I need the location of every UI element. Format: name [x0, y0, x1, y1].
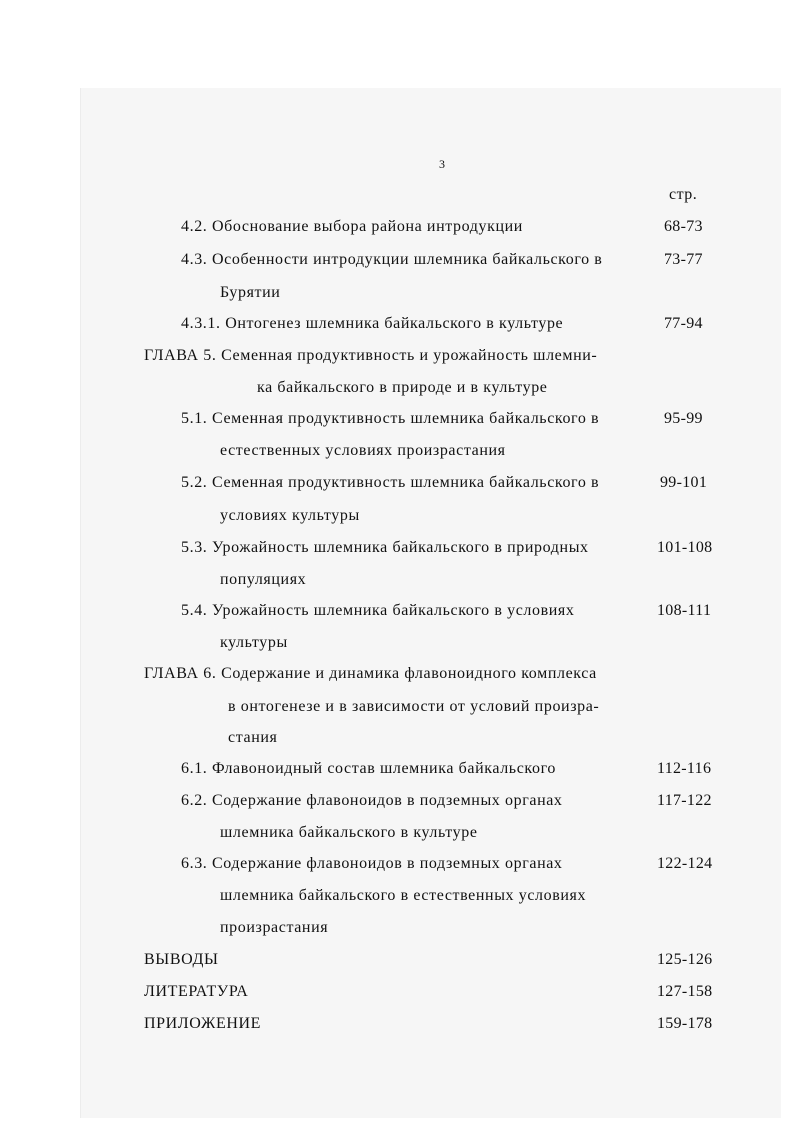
toc-entry-6-3-title: 6.3. Содержание флавоноидов в подземных органах: [181, 855, 563, 872]
toc-conclusions-pages: 125-126: [657, 951, 713, 968]
toc-entry-6-1-pages: 112-116: [657, 760, 712, 777]
toc-chapter-6-title-cont: в онтогенезе и в зависимости от условий произра-: [228, 698, 600, 715]
toc-chapter-5-title-cont: ка байкальского в природе и в культуре: [257, 379, 548, 396]
toc-chapter-5-title: ГЛАВА 5. Семенная продуктивность и урожайность шлемни-: [144, 347, 598, 364]
toc-appendix-title: ПРИЛОЖЕНИЕ: [144, 1015, 262, 1032]
toc-entry-5-1-pages: 95-99: [664, 410, 703, 427]
toc-entry-6-2-title: 6.2. Содержание флавоноидов в подземных органах: [181, 792, 563, 809]
pages-column-header: стр.: [669, 186, 698, 203]
toc-entry-5-3-pages: 101-108: [657, 539, 713, 556]
toc-entry-6-3-title-cont-2: произрастания: [220, 919, 329, 936]
toc-entry-5-4-title: 5.4. Урожайность шлемника байкальского в условиях: [181, 602, 575, 619]
toc-entry-6-3-title-cont: шлемника байкальского в естественных условиях: [220, 887, 587, 904]
toc-entry-4-2-title: 4.2. Обоснование выбора района интродукции: [181, 218, 523, 235]
toc-entry-5-3-title: 5.3. Урожайность шлемника байкальского в природных: [181, 539, 589, 556]
toc-entry-5-4-title-cont: культуры: [220, 634, 288, 651]
toc-entry-5-3-title-cont: популяциях: [220, 571, 307, 588]
toc-entry-4-2-pages: 68-73: [664, 218, 703, 235]
toc-entry-6-2-pages: 117-122: [657, 792, 712, 809]
toc-entry-4-3-pages: 73-77: [664, 251, 703, 268]
toc-chapter-6-title: ГЛАВА 6. Содержание и динамика флавоноидного комплекса: [144, 665, 597, 682]
toc-literature-title: ЛИТЕРАТУРА: [144, 983, 249, 1000]
toc-entry-4-3-title-cont: Бурятии: [220, 284, 281, 301]
toc-entry-5-1-title: 5.1. Семенная продуктивность шлемника байкальского в: [181, 410, 600, 427]
page-number: 3: [439, 157, 445, 171]
toc-entry-4-3-1-title: 4.3.1. Онтогенез шлемника байкальского в культуре: [181, 315, 564, 332]
toc-entry-4-3-title: 4.3. Особенности интродукции шлемника байкальского в: [181, 251, 603, 268]
toc-entry-5-1-title-cont: естественных условиях произрастания: [220, 442, 506, 459]
toc-chapter-6-title-cont-2: стания: [228, 729, 278, 746]
toc-entry-6-2-title-cont: шлемника байкальского в культуре: [220, 824, 478, 841]
toc-conclusions-title: ВЫВОДЫ: [144, 951, 219, 968]
toc-entry-6-3-pages: 122-124: [657, 855, 713, 872]
toc-entry-6-1-title: 6.1. Флавоноидный состав шлемника байкальского: [181, 760, 556, 777]
toc-entry-5-2-title-cont: условиях культуры: [220, 507, 360, 524]
toc-entry-4-3-1-pages: 77-94: [664, 315, 703, 332]
toc-literature-pages: 127-158: [657, 983, 713, 1000]
toc-entry-5-4-pages: 108-111: [657, 602, 712, 619]
toc-entry-5-2-title: 5.2. Семенная продуктивность шлемника байкальского в: [181, 474, 600, 491]
toc-entry-5-2-pages: 99-101: [660, 474, 708, 491]
toc-appendix-pages: 159-178: [657, 1015, 713, 1032]
